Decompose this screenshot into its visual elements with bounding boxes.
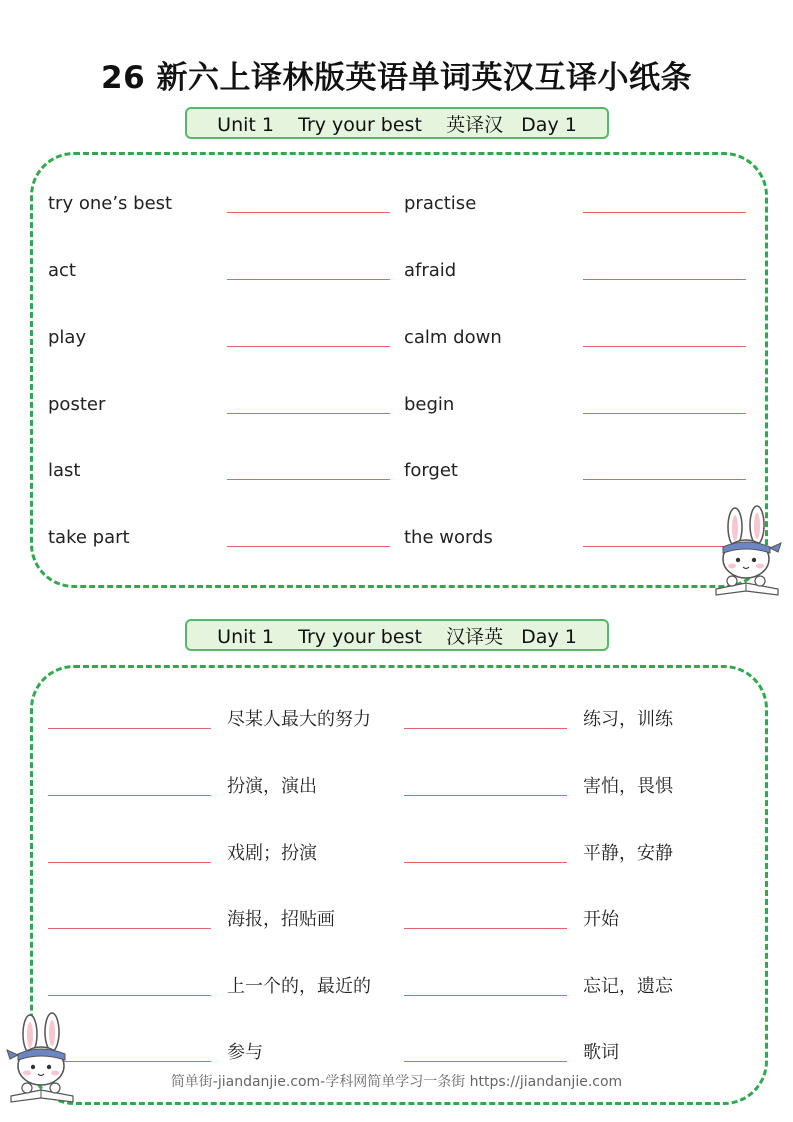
s1-row xyxy=(0,526,793,556)
s1-answer-line-right[interactable] xyxy=(583,212,746,213)
page-title: 26 新六上译林版英语单词英汉互译小纸条 xyxy=(101,60,692,96)
s1-term-right: afraid xyxy=(404,260,457,281)
s1-answer-line-left[interactable] xyxy=(227,546,390,547)
section1-banner: Unit 1 Try your best 英译汉 Day 1 xyxy=(185,107,609,139)
s2-term-left: 尽某人最大的努力 xyxy=(227,709,371,730)
s1-answer-line-left[interactable] xyxy=(227,479,390,480)
s2-answer-line-left[interactable] xyxy=(48,795,211,796)
s2-term-right: 开始 xyxy=(583,909,619,930)
s1-answer-line-right[interactable] xyxy=(583,346,746,347)
s1-answer-line-left[interactable] xyxy=(227,279,390,280)
s1-answer-line-left[interactable] xyxy=(227,212,390,213)
s2-row xyxy=(0,708,793,738)
s1-answer-line-right[interactable] xyxy=(583,413,746,414)
s1-term-left: poster xyxy=(48,394,106,415)
s2-term-left: 扮演，演出 xyxy=(227,776,317,797)
s1-term-left: last xyxy=(48,460,81,481)
s1-term-left: act xyxy=(48,260,76,281)
s1-term-left: take part xyxy=(48,527,130,548)
s2-answer-line-left[interactable] xyxy=(48,928,211,929)
s1-term-right: practise xyxy=(404,193,477,214)
s2-row xyxy=(0,1041,793,1071)
s1-answer-line-right[interactable] xyxy=(583,479,746,480)
s2-answer-line-right[interactable] xyxy=(404,795,567,796)
s1-term-right: begin xyxy=(404,394,455,415)
s1-answer-line-left[interactable] xyxy=(227,346,390,347)
s2-term-left: 参与 xyxy=(227,1042,263,1063)
s2-answer-line-left[interactable] xyxy=(48,995,211,996)
s2-term-right: 练习，训练 xyxy=(583,709,673,730)
s2-row xyxy=(0,908,793,938)
section2-banner: Unit 1 Try your best 汉译英 Day 1 xyxy=(185,619,609,651)
s2-term-left: 上一个的，最近的 xyxy=(227,976,371,997)
s2-answer-line-left[interactable] xyxy=(48,862,211,863)
s2-term-right: 害怕，畏惧 xyxy=(583,776,673,797)
footer-watermark: 简单街-jiandanjie.com-学科网简单学习一条街 https://jiandanjie.com xyxy=(170,1074,623,1090)
s1-term-right: forget xyxy=(404,460,458,481)
s1-row xyxy=(0,393,793,423)
bunny-reading-icon xyxy=(708,505,786,597)
s2-answer-line-right[interactable] xyxy=(404,862,567,863)
s1-term-right: calm down xyxy=(404,327,502,348)
s2-answer-line-right[interactable] xyxy=(404,928,567,929)
s1-answer-line-right[interactable] xyxy=(583,279,746,280)
s1-row xyxy=(0,192,793,222)
s2-row xyxy=(0,842,793,872)
s1-row xyxy=(0,259,793,289)
s2-answer-line-right[interactable] xyxy=(404,995,567,996)
s2-answer-line-right[interactable] xyxy=(404,1061,567,1062)
s1-row xyxy=(0,459,793,489)
s2-answer-line-right[interactable] xyxy=(404,728,567,729)
s1-row xyxy=(0,326,793,356)
s2-row xyxy=(0,775,793,805)
s1-term-right: the words xyxy=(404,527,493,548)
s2-term-left: 海报，招贴画 xyxy=(227,909,335,930)
s2-row xyxy=(0,975,793,1005)
s2-term-right: 歌词 xyxy=(583,1042,619,1063)
s1-term-left: try one’s best xyxy=(48,193,173,214)
s2-term-right: 忘记，遗忘 xyxy=(583,976,673,997)
s1-answer-line-left[interactable] xyxy=(227,413,390,414)
s2-term-left: 戏剧；扮演 xyxy=(227,843,317,864)
s2-term-right: 平静，安静 xyxy=(583,843,673,864)
s1-term-left: play xyxy=(48,327,87,348)
s2-answer-line-left[interactable] xyxy=(48,728,211,729)
